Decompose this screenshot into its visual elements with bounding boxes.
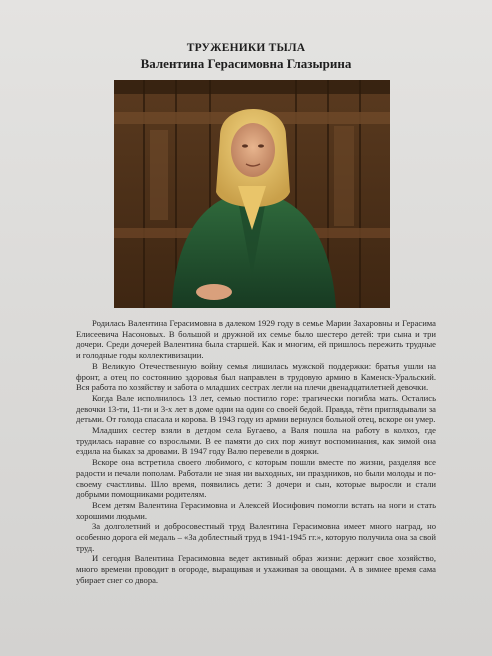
paragraph: Младших сестер взяли в детдом села Бугаево, а Валя пошла на работу в колхоз, где трудилась наравне со взрослыми. В ее памяти до сих пор живут воспоминания, как зимой она ездила на быках за дровами. В 1947 году Валю перевели в доярки.	[76, 425, 436, 457]
paragraph: Всем детям Валентина Герасимовна и Алексей Иосифович помогли встать на ноги и стать хорошими людьми.	[76, 499, 436, 521]
article-subtitle: Валентина Герасимовна Глазырина	[140, 56, 352, 71]
article-title: ТРУЖЕНИКИ ТЫЛА	[186, 42, 306, 54]
paragraph: Когда Вале исполнилось 13 лет, семью постигло горе: трагически погибла мать. Остались девочки 13-ти, 11-ти и 3-х лет в доме одни на один со своей бедой. Правда, тёти приглядывали за детьми. От голода спасала и корова. В 1943 году из армии вернулся больной отец, вскоре он умер.	[76, 392, 436, 425]
portrait-photo	[114, 80, 390, 308]
article-body	[76, 318, 436, 586]
paragraph: И сегодня Валентина Герасимовна ведет активный образ жизни: держит свое хозяйство, много времени проводит в огороде, выращивая и ухаживая за овощами. А в зимнее время сама убирает снег со двора.	[76, 553, 436, 585]
paragraph: За долголетний и добросовестный труд Валентина Герасимовна имеет много наград, но особенно дорога ей медаль – «За доблестный труд в 1941-1945 гг.», которую получила она за свой труд.	[76, 521, 436, 553]
paragraph: Вскоре она встретила своего любимого, с которым пошли вместе по жизни, разделяя все радости и печали пополам. Работали не зная ни выходных, ни праздников, но были молоды и по-своему счастливы. Шло время, появились дети: 3 дочери и сын, которые выросли и стали добрыми помощниками родителям.	[76, 457, 436, 500]
paragraph: В Великую Отечественную войну семья лишилась мужской поддержки: братья ушли на фронт, а отец по состоянию здоровья был направлен в трудовую армию в Каменск-Уральский. Вся работа по хозяйству и забота о младших сестрах легли на плечи двенадцатилетней девочки.	[76, 360, 436, 393]
paragraph: Родилась Валентина Герасимовна в далеком 1929 году в семье Марии Захаровны и Герасима Елисеевича Насоновых. В большой и дружной их семье было шестеро детей: три сына и три дочери. Среди дочерей Валентина была старшей. Как и многим, ей пришлось пережить трудные и голодные годы коллективизации.	[76, 318, 436, 361]
